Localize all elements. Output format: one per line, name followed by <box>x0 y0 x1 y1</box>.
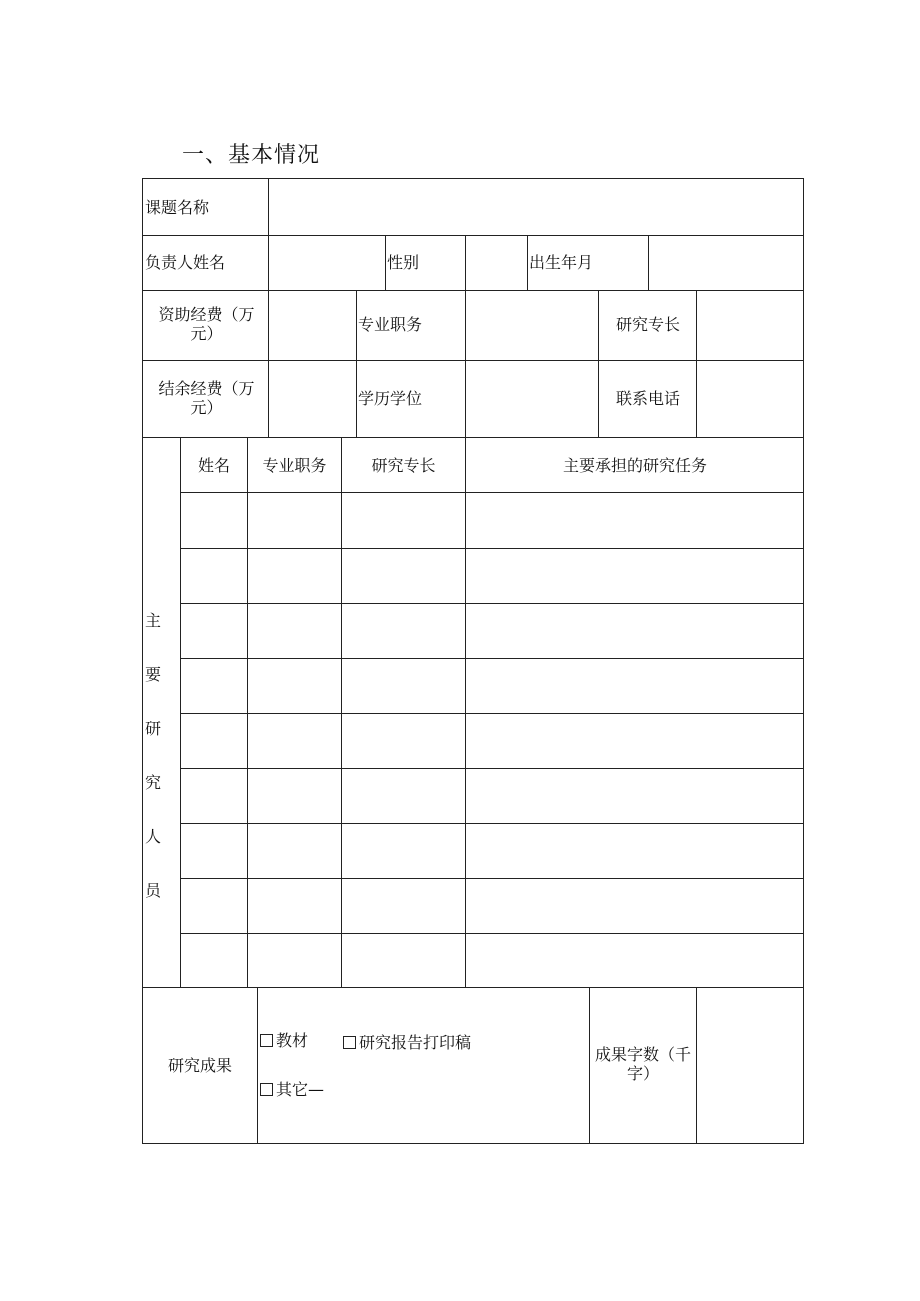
gender-label: 性别 <box>387 253 420 272</box>
birth-label: 出生年月 <box>529 253 594 272</box>
research-specialty-label: 研究专长 <box>616 315 681 334</box>
project-name-field[interactable] <box>269 179 804 235</box>
professional-title-label: 专业职务 <box>358 315 423 334</box>
project-name-label: 课题名称 <box>145 198 210 217</box>
table-row[interactable] <box>181 934 804 987</box>
researcher-specialty-header: 研究专长 <box>371 456 436 475</box>
balance-label: 结余经费（万元） <box>158 379 255 417</box>
table-row[interactable] <box>181 824 804 878</box>
section-title: 一、基本情况 <box>182 143 321 168</box>
researcher-task-header: 主要承担的研究任务 <box>562 456 707 475</box>
funding-field[interactable] <box>269 291 356 360</box>
other-option[interactable]: 其它— <box>260 1080 324 1099</box>
checkbox-icon[interactable] <box>260 1083 273 1096</box>
education-field[interactable] <box>466 361 598 437</box>
main-researchers-label: 主 要 研 究 人 员 <box>144 611 161 900</box>
table-row[interactable] <box>181 604 804 658</box>
basic-info-form-table <box>142 178 804 1144</box>
checkbox-icon[interactable] <box>343 1036 356 1049</box>
output-word-count-field[interactable] <box>697 988 804 1144</box>
table-row[interactable] <box>181 879 804 933</box>
leader-name-label: 负责人姓名 <box>145 253 226 272</box>
researcher-name-header: 姓名 <box>197 456 230 475</box>
table-row[interactable] <box>181 769 804 823</box>
research-outputs-label: 研究成果 <box>167 1056 232 1075</box>
leader-name-field[interactable] <box>269 236 385 290</box>
table-row[interactable] <box>181 549 804 603</box>
table-row[interactable] <box>181 659 804 713</box>
table-row[interactable] <box>181 493 804 548</box>
funding-label: 资助经费（万元） <box>158 305 255 343</box>
table-row[interactable] <box>181 714 804 768</box>
research-specialty-field[interactable] <box>697 291 804 360</box>
professional-title-field[interactable] <box>466 291 598 360</box>
research-report-option[interactable]: 研究报告打印稿 <box>343 1033 471 1052</box>
education-label: 学历学位 <box>358 389 423 408</box>
balance-field[interactable] <box>269 361 356 437</box>
phone-label: 联系电话 <box>616 389 681 408</box>
checkbox-icon[interactable] <box>260 1034 273 1047</box>
phone-field[interactable] <box>697 361 804 437</box>
birth-field[interactable] <box>649 236 804 290</box>
textbook-option[interactable]: 教材 <box>260 1031 308 1050</box>
gender-field[interactable] <box>466 236 527 290</box>
output-word-count-label: 成果字数（千字） <box>594 1045 691 1083</box>
researcher-title-header: 专业职务 <box>262 456 327 475</box>
